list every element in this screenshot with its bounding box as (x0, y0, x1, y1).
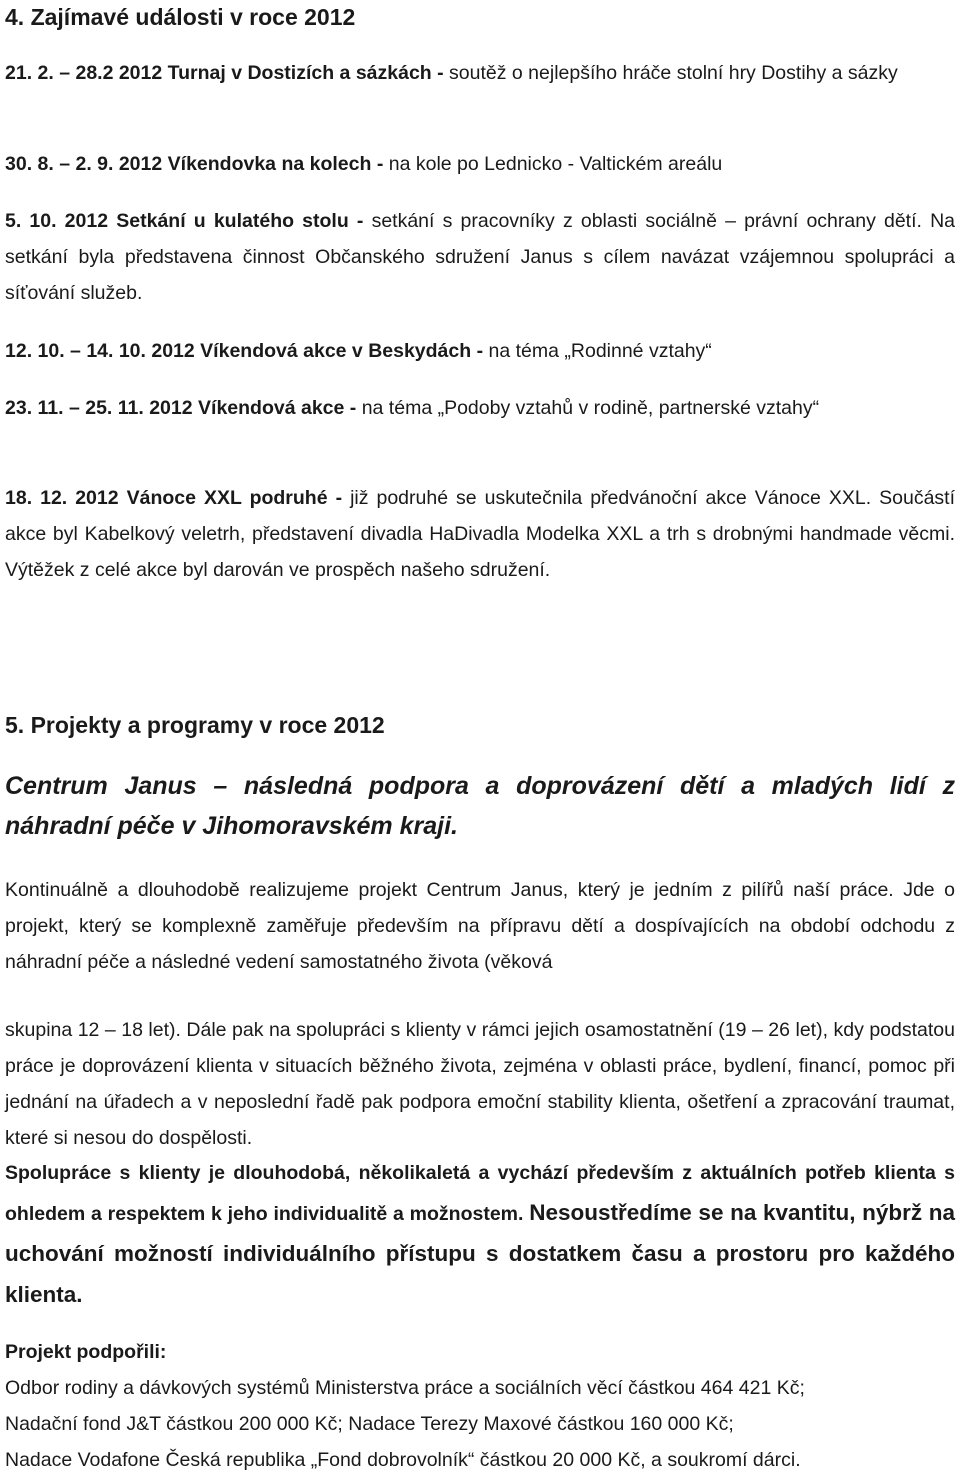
section-4-heading: 4. Zajímavé události v roce 2012 (5, 4, 356, 30)
event-1-title: Turnaj v Dostizích a sázkách (167, 62, 432, 84)
project-emphasis-b: Nesoustředíme se na kvantitu, nýbrž na uchování možností individuálního přístupu s dostatkem času a prostoru pro každého klienta. (5, 1200, 956, 1307)
event-5: 23. 11. – 25. 11. 2012 Víkendová akce - na téma „Podoby vztahů v rodině, partnerské vztahy“ (5, 397, 820, 419)
event-4-desc: na téma „Rodinné vztahy“ (488, 340, 712, 362)
event-6-date: 18. 12. 2012 (5, 487, 119, 509)
supporter-line: Nadace Vodafone Česká republika „Fond dobrovolník“ částkou 20 000 Kč, a soukromí dárci. (5, 1449, 801, 1471)
event-5-date: 23. 11. – 25. 11. 2012 (5, 397, 193, 419)
event-1-desc: soutěž o nejlepšího hráče stolní hry Dostihy a sázky (449, 62, 898, 84)
project-emphasis-a: Spolupráce s klienty je dlouhodobá, několikaletá a vychází především z aktuálních potřeb klienta s ohledem a respektem k jeho individualitě a možnostem. (5, 1162, 955, 1225)
event-1-date: 21. 2. – 28.2 2012 (5, 62, 163, 84)
project-subtitle: Centrum Janus – následná podpora a doprovázení dětí a mladých lidí z náhradní péče v Jihomoravském kraji. (5, 772, 955, 840)
event-3-date: 5. 10. 2012 (5, 210, 109, 232)
event-6: 18. 12. 2012 Vánoce XXL podruhé - již podruhé se uskutečnila předvánoční akce Vánoce XXL. Součástí akce byl Kabelkový veletrh, představení divadla HaDivadla Modelka XXL a trh s drobnými handmade věcmi. Výtěžek z celé akce byl darován ve prospěch našeho sdružení. (5, 487, 956, 581)
event-6-title: Vánoce XXL podruhé (126, 487, 328, 509)
event-2-title: Víkendovka na kolech (167, 153, 372, 175)
event-3-title: Setkání u kulatého stolu (116, 210, 349, 232)
supporters-heading: Projekt podpořili: (5, 1341, 167, 1363)
event-2: 30. 8. – 2. 9. 2012 Víkendovka na kolech - na kole po Lednicko - Valtickém areálu (5, 153, 723, 175)
event-5-title: Víkendová akce (198, 397, 345, 419)
supporters-list (5, 1370, 955, 1478)
event-2-date: 30. 8. – 2. 9. 2012 (5, 153, 163, 175)
section-5-heading: 5. Projekty a programy v roce 2012 (5, 712, 385, 738)
event-3-desc: setkání s pracovníky z oblasti sociálně – právní ochrany dětí. Na setkání byla představena činnost Občanského sdružení Janus s cílem navázat vzájemnou spolupráci a síťování služeb. (5, 210, 956, 304)
event-1: 21. 2. – 28.2 2012 Turnaj v Dostizích a sázkách - soutěž o nejlepšího hráče stolní hry Dostihy a sázky (5, 62, 898, 84)
event-2-desc: na kole po Lednicko - Valtickém areálu (388, 153, 723, 175)
event-4: 12. 10. – 14. 10. 2012 Víkendová akce v Beskydách - na téma „Rodinné vztahy“ (5, 340, 712, 362)
project-emphasis (5, 1153, 955, 1316)
event-6-desc: již podruhé se uskutečnila předvánoční akce Vánoce XXL. Součástí akce byl Kabelkový veletrh, představení divadla HaDivadla Modelka XXL a trh s drobnými handmade věcmi. Výtěžek z celé akce byl darován ve prospěch našeho sdružení. (5, 487, 956, 581)
event-4-title: Víkendová akce v Beskydách (200, 340, 472, 362)
event-4-date: 12. 10. – 14. 10. 2012 (5, 340, 195, 362)
project-description-1: Kontinuálně a dlouhodobě realizujeme projekt Centrum Janus, který je jedním z pilířů naší práce. Jde o projekt, který se komplexně zaměřuje především na přípravu dětí a dospívajících na období odchodu z náhradní péče a následné vedení samostatného života (věková (5, 879, 955, 973)
supporter-line: Nadační fond J&T částkou 200 000 Kč; Nadace Terezy Maxové částkou 160 000 Kč; (5, 1413, 734, 1435)
project-description-2: skupina 12 – 18 let). Dále pak na spolupráci s klienty v rámci jejich osamostatnění (19 – 26 let), kdy podstatou práce je doprovázení klienta v situacích běžného života, zejména v oblasti práce, bydlení, financí, pomoc při jednání na úřadech a v neposlední řadě pak podpora emoční stability klienta, ošetření a zpracování traumat, které si nesou do dospělosti. (5, 1019, 955, 1149)
event-3: 5. 10. 2012 Setkání u kulatého stolu - setkání s pracovníky z oblasti sociálně – právní ochrany dětí. Na setkání byla představena činnost Občanského sdružení Janus s cílem navázat vzájemnou spolupráci a síťování služeb. (5, 210, 956, 304)
event-5-desc: na téma „Podoby vztahů v rodině, partnerské vztahy“ (361, 397, 820, 419)
supporter-line: Odbor rodiny a dávkových systémů Ministerstva práce a sociálních věcí částkou 464 421 Kč; (5, 1377, 805, 1399)
